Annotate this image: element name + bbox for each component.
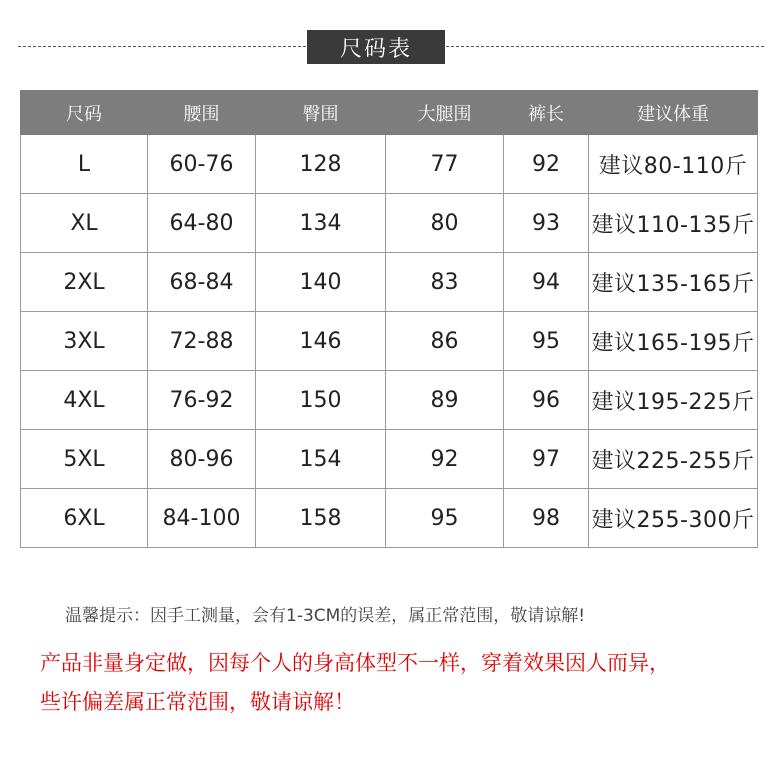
hip-cell: 134 [256,194,386,253]
hip-cell: 158 [256,489,386,548]
length-cell: 97 [504,430,589,489]
waist-cell: 68-84 [148,253,256,312]
size-cell: 4XL [21,371,148,430]
thigh-cell: 80 [386,194,504,253]
length-cell: 95 [504,312,589,371]
column-header-size: 尺码 [21,91,148,135]
size-cell: L [21,135,148,194]
waist-cell: 76-92 [148,371,256,430]
thigh-cell: 77 [386,135,504,194]
page-title: 尺码表 [307,30,445,64]
column-header-waist: 腰围 [148,91,256,135]
title-divider-right [446,46,764,47]
table-row [21,430,758,489]
table-row [21,253,758,312]
title-row [0,30,777,64]
hip-cell: 150 [256,371,386,430]
size-cell: 6XL [21,489,148,548]
table-row [21,194,758,253]
fit-disclaimer-line-2: 些许偏差属正常范围，敬请谅解！ [40,690,355,714]
weight-cell: 建议195-225斤 [589,371,758,430]
table-header-row [21,91,758,135]
waist-cell: 80-96 [148,430,256,489]
length-cell: 96 [504,371,589,430]
size-cell: XL [21,194,148,253]
column-header-weight: 建议体重 [589,91,758,135]
hip-cell: 154 [256,430,386,489]
length-cell: 92 [504,135,589,194]
thigh-cell: 92 [386,430,504,489]
table-row [21,135,758,194]
waist-cell: 60-76 [148,135,256,194]
thigh-cell: 95 [386,489,504,548]
length-cell: 98 [504,489,589,548]
weight-cell: 建议165-195斤 [589,312,758,371]
weight-cell: 建议135-165斤 [589,253,758,312]
weight-cell: 建议80-110斤 [589,135,758,194]
length-cell: 94 [504,253,589,312]
hip-cell: 128 [256,135,386,194]
measurement-note: 温馨提示：因手工测量，会有1-3CM的误差，属正常范围，敬请谅解! [65,606,586,626]
size-chart-table [20,90,758,548]
thigh-cell: 89 [386,371,504,430]
thigh-cell: 83 [386,253,504,312]
title-divider-left [18,46,306,47]
thigh-cell: 86 [386,312,504,371]
column-header-thigh: 大腿围 [386,91,504,135]
size-cell: 2XL [21,253,148,312]
weight-cell: 建议110-135斤 [589,194,758,253]
hip-cell: 146 [256,312,386,371]
weight-cell: 建议255-300斤 [589,489,758,548]
column-header-length: 裤长 [504,91,589,135]
weight-cell: 建议225-255斤 [589,430,758,489]
waist-cell: 64-80 [148,194,256,253]
column-header-hip: 臀围 [256,91,386,135]
table-row [21,371,758,430]
size-cell: 5XL [21,430,148,489]
hip-cell: 140 [256,253,386,312]
size-cell: 3XL [21,312,148,371]
fit-disclaimer-line-1: 产品非量身定做，因每个人的身高体型不一样，穿着效果因人而异， [40,651,670,675]
length-cell: 93 [504,194,589,253]
table-row [21,312,758,371]
waist-cell: 84-100 [148,489,256,548]
waist-cell: 72-88 [148,312,256,371]
table-row [21,489,758,548]
